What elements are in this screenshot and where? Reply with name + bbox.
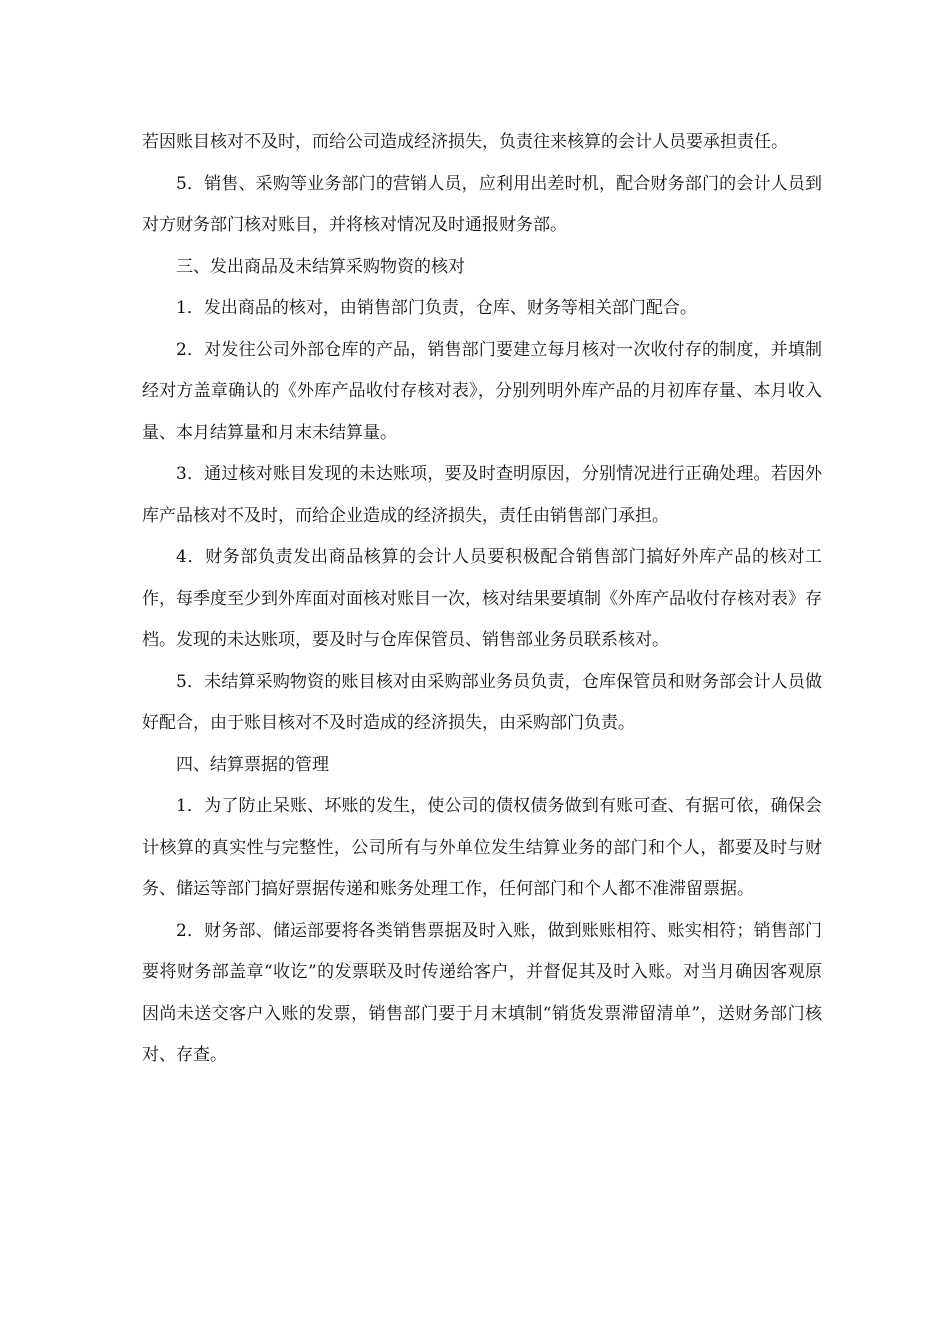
paragraph-item-2-invoices: 2．财务部、储运部要将各类销售票据及时入账，做到账账相符、账实相符；销售部门要将财务部盖章“收讫”的发票联及时传递给客户，并督促其及时入账。对当月确因客观原因尚未送交客户入账的发票，销售部门要于月末填制“销货发票滞留清单”，送财务部门核对、存查。 — [142, 920, 822, 1065]
paragraph-item-1-goods: 1．发出商品的核对，由销售部门负责，仓库、财务等相关部门配合。 — [176, 298, 697, 318]
paragraph-item-5-procurement: 5．未结算采购物资的账目核对由采购部业务员负责，仓库保管员和财务部会计人员做好配合，由于账目核对不及时造成的经济损失，由采购部门负责。 — [142, 671, 822, 733]
document-page — [142, 122, 822, 1077]
paragraph-item-4-finance: 4．财务部负责发出商品核算的会计人员要积极配合销售部门搞好外库产品的核对工作，每季度至少到外库面对面核对账目一次，核对结果要填制《外库产品收付存核对表》存档。发现的未达账项，要及时与仓库保管员、销售部业务员联系核对。 — [142, 547, 822, 650]
paragraph-item-1-bad-debt: 1．为了防止呆账、坏账的发生，使公司的债权债务做到有账可查、有据可依，确保会计核算的真实性与完整性，公司所有与外单位发生结算业务的部门和个人，都要及时与财务、储运等部门搞好票据传递和账务处理工作，任何部门和个人都不准滞留票据。 — [142, 796, 822, 899]
paragraph-item-2-warehouse: 2．对发往公司外部仓库的产品，销售部门要建立每月核对一次收付存的制度，并填制经对方盖章确认的《外库产品收付存核对表》，分别列明外库产品的月初库存量、本月收入量、本月结算量和月末未结算量。 — [142, 339, 822, 443]
section-heading-3: 三、发出商品及未结算采购物资的核对 — [176, 256, 465, 277]
paragraph-item-5-marketing: 5．销售、采购等业务部门的营销人员，应利用出差时机，配合财务部门的会计人员到对方财务部门核对账目，并将核对情况及时通报财务部。 — [142, 173, 822, 235]
paragraph-continuation: 若因账目核对不及时，而给公司造成经济损失，负责往来核算的会计人员要承担责任。 — [142, 132, 788, 152]
paragraph-item-3-unreconciled: 3．通过核对账目发现的未达账项，要及时查明原因，分别情况进行正确处理。若因外库产品核对不及时，而给企业造成的经济损失，责任由销售部门承担。 — [142, 464, 822, 526]
section-heading-4: 四、结算票据的管理 — [176, 754, 329, 775]
